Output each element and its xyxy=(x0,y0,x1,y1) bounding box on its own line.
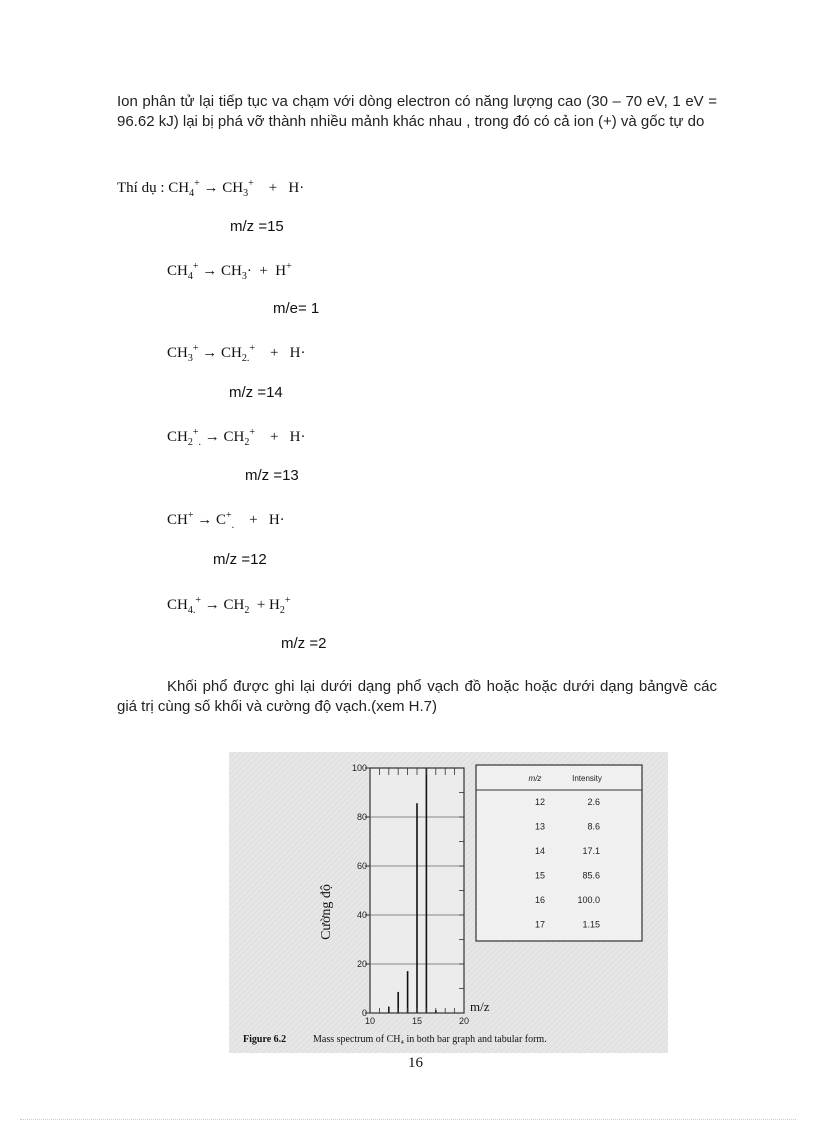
reaction-6: $CH_{4.}^+ \to CH_2 + H_2^+$ xyxy=(167,595,291,616)
table-cell-mz: 12 xyxy=(534,797,546,807)
table-cell-intensity: 8.6 xyxy=(587,821,600,832)
reaction-4-mz: m/z =13 xyxy=(245,467,299,484)
x-tick-label: 20 xyxy=(458,1016,470,1026)
table-cell-mz: 16 xyxy=(534,895,546,905)
y-axis-label: Cường độ xyxy=(319,884,334,940)
intensity-table xyxy=(476,765,642,941)
y-tick-label: 80 xyxy=(356,812,367,822)
closing-paragraph: Khối phổ được ghi lại dưới dạng phổ vạch đồ hoặc hoặc dưới dạng bảngvề các giá trị cùng số khối và cường độ vạch.(xem H.7) xyxy=(117,678,717,715)
table-cell-mz: 17 xyxy=(534,919,546,930)
table-header-intensity: Intensity xyxy=(572,774,602,783)
reaction-1-mz: m/z =15 xyxy=(230,218,284,235)
y-tick-label: 60 xyxy=(356,861,367,871)
table-cell-intensity: 85.6 xyxy=(582,870,600,881)
reaction-1: Thí dụ : $CH_4^+ \to CH_3^+$ + H· xyxy=(117,178,305,199)
x-tick-label: 15 xyxy=(411,1016,423,1026)
page-number: 16 xyxy=(408,1055,423,1071)
bottom-divider xyxy=(20,1119,796,1120)
intro-paragraph: Ion phân tử lại tiếp tục va chạm với dòng electron có năng lượng cao (30 – 70 eV, 1 eV = 96.62 kJ) lại bị phá vỡ thành nhiều mảnh khác nhau , trong đó có cả ion (+) và gốc tự do xyxy=(117,93,717,130)
reaction-2-mz: m/e= 1 xyxy=(273,300,320,317)
table-header-mz: m/z xyxy=(528,774,542,783)
reaction-6-mz: m/z =2 xyxy=(281,635,327,652)
x-axis-label: m/z xyxy=(470,999,490,1014)
y-tick-label: 40 xyxy=(356,910,367,920)
x-tick-label: 10 xyxy=(364,1016,376,1026)
table-cell-mz: 14 xyxy=(534,846,546,856)
mass-spectrum-chart xyxy=(229,752,668,1053)
reaction-3-mz: m/z =14 xyxy=(229,384,283,401)
table-cell-mz: 15 xyxy=(534,870,546,881)
reaction-5-mz: m/z =12 xyxy=(213,551,267,568)
y-tick-label: 20 xyxy=(356,959,367,969)
table-cell-intensity: 1.15 xyxy=(582,919,600,930)
table-cell-intensity: 17.1 xyxy=(582,846,600,856)
example-label: Thí dụ : xyxy=(117,180,165,196)
reaction-3: $CH_3^+ \to CH_{2.}^+$ + H· xyxy=(167,343,306,364)
figure-mass-spectrum xyxy=(229,752,668,1053)
y-tick-label: 100 xyxy=(351,763,367,773)
table-cell-mz: 13 xyxy=(534,821,546,832)
figure-caption-label: Figure 6.2 xyxy=(243,1034,287,1045)
figure-caption-text: Mass spectrum of CH₄ in both bar graph and tabular form. xyxy=(313,1034,547,1045)
table-cell-intensity: 100.0 xyxy=(577,895,600,905)
reaction-2: $CH_4^+ \to CH_3\cdot + H^+$ xyxy=(167,261,292,282)
table-cell-intensity: 2.6 xyxy=(587,797,600,807)
y-tick-label: 0 xyxy=(361,1008,367,1018)
reaction-4: $CH_2^+_. \to CH_2^+$ + H· xyxy=(167,427,306,448)
reaction-5: $CH^+ \to C^+_.$ + H· xyxy=(167,510,285,531)
